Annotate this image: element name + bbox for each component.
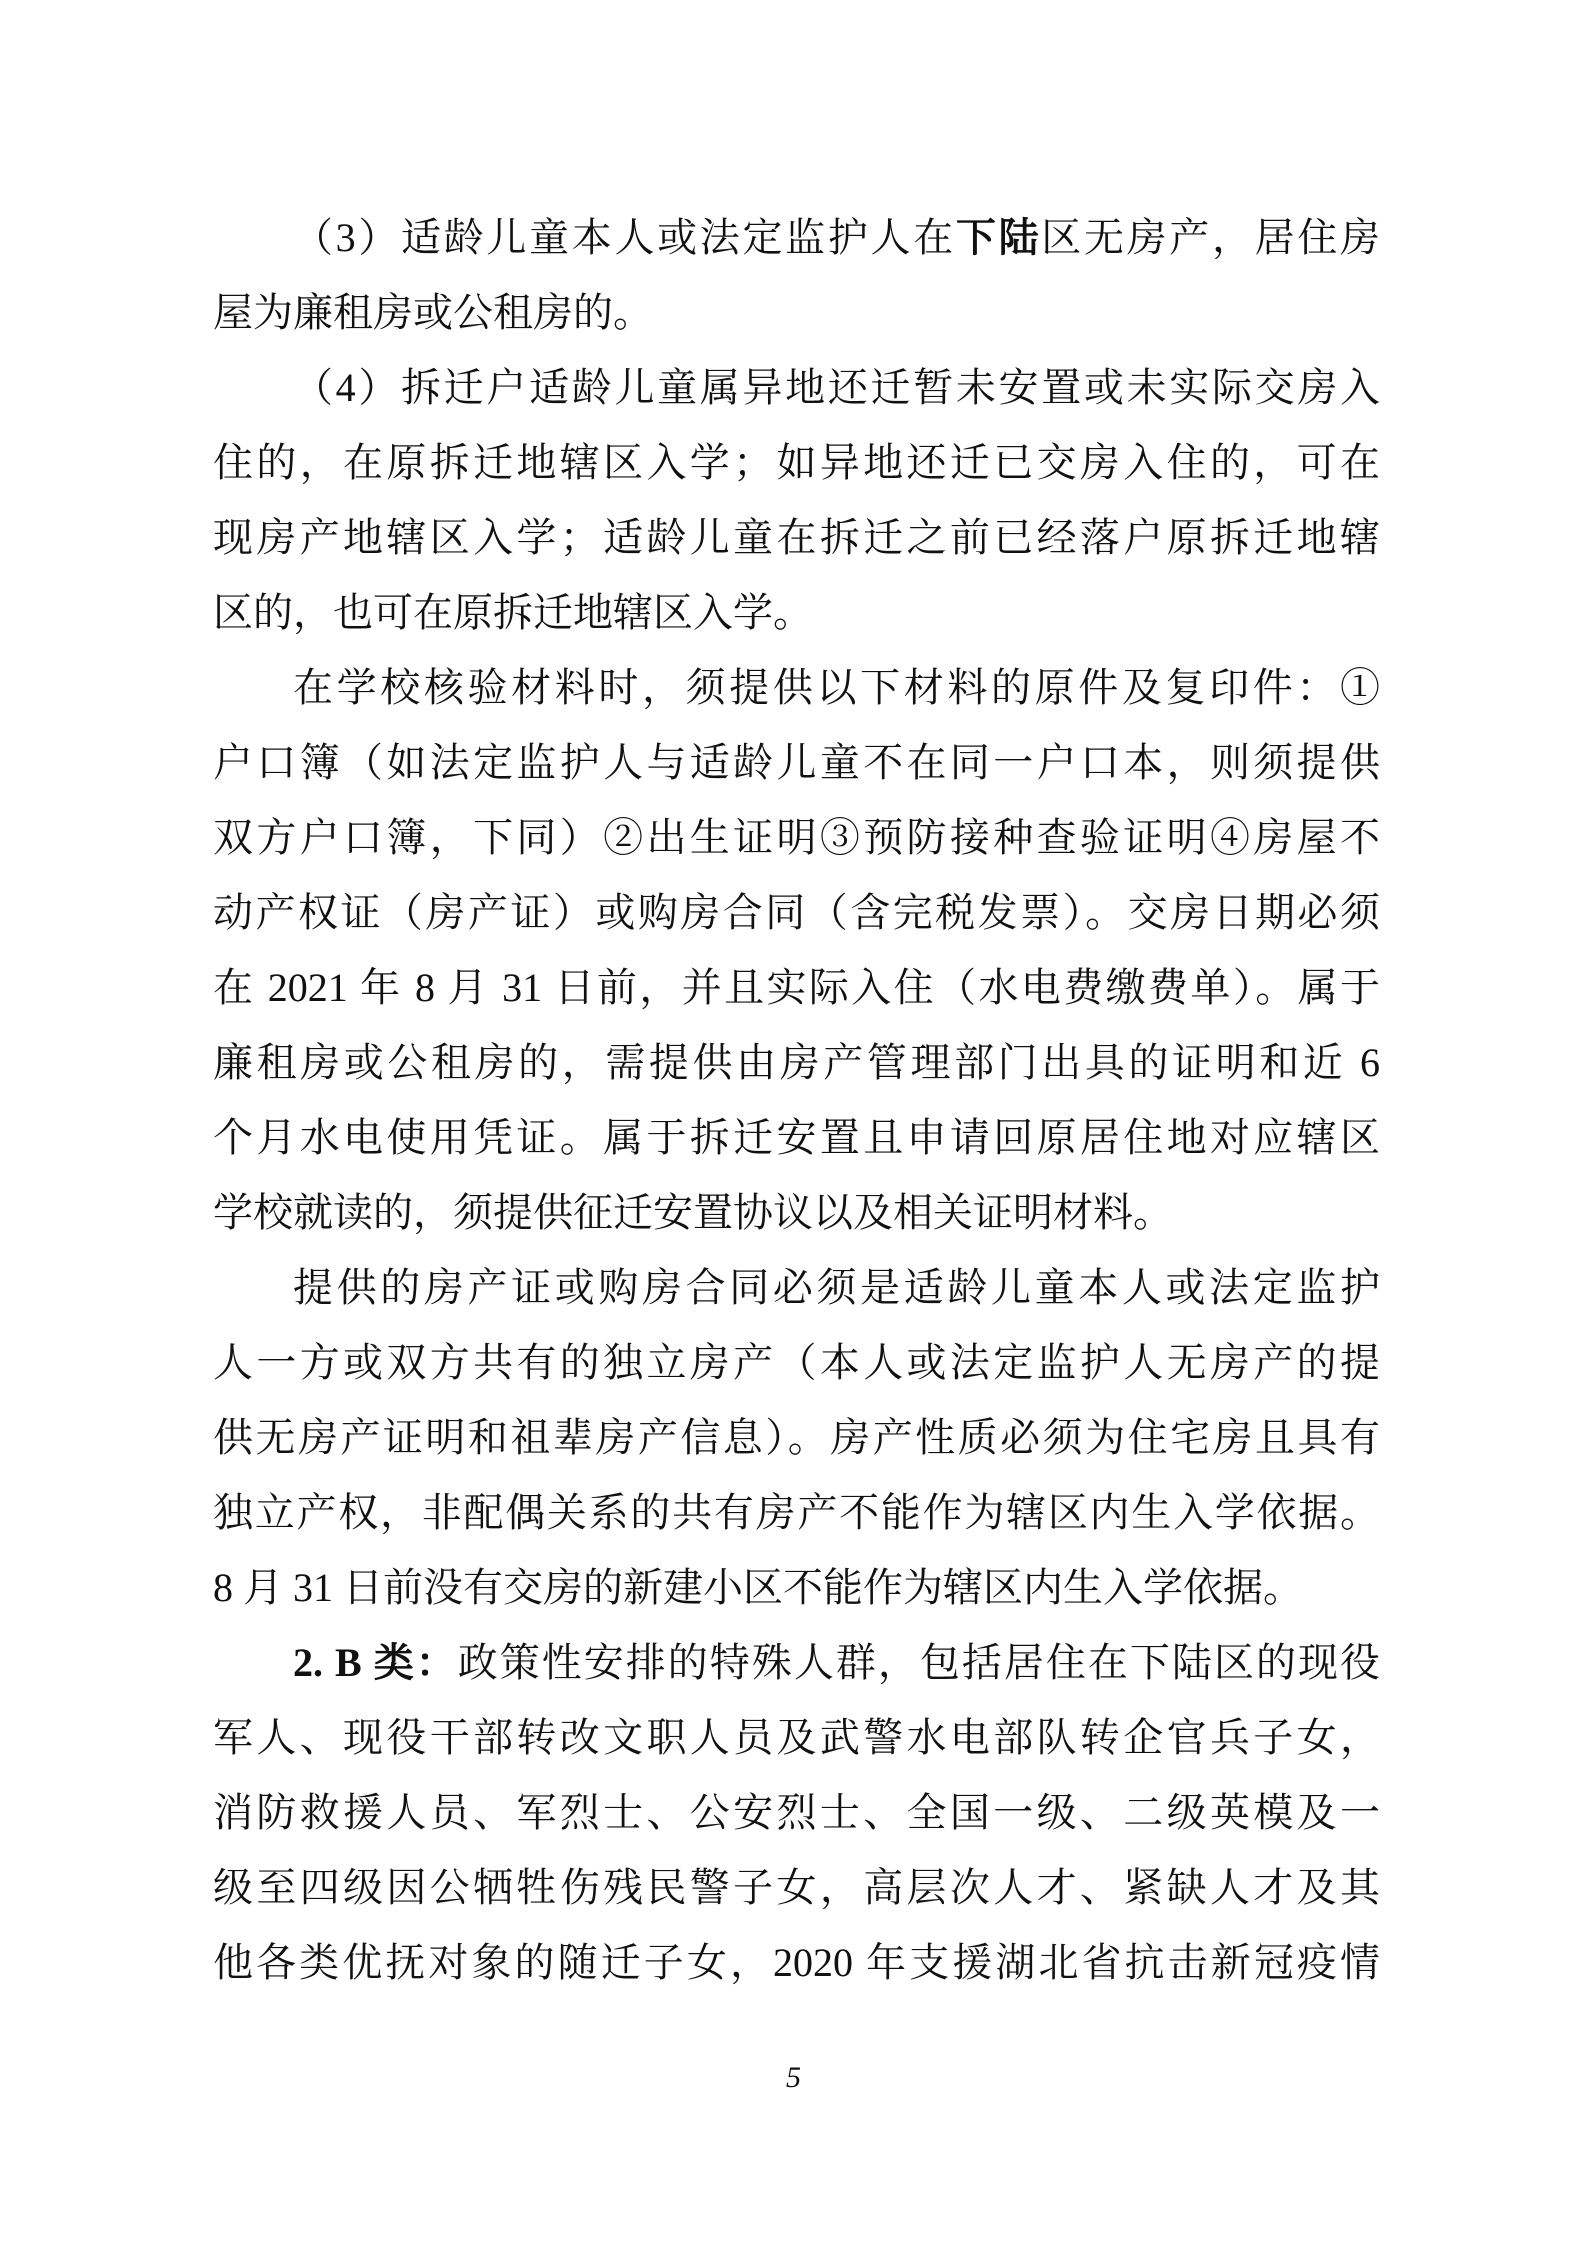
section-heading: 2. B 类： bbox=[293, 1640, 458, 1685]
text-line: 在 2021 年 8 月 31 日前，并且实际入住（水电费缴费单）。属于 bbox=[213, 965, 1380, 1010]
emphasis-run: 下陆 bbox=[955, 215, 1042, 260]
text-line: 住的，在原拆迁地辖区入学；如异地还迁已交房入住的，可在 bbox=[213, 440, 1380, 485]
text-line: 户口簿（如法定监护人与适龄儿童不在同一户口本，则须提供 bbox=[213, 740, 1380, 785]
text-line: 人一方或双方共有的独立房产（本人或法定监护人无房产的提 bbox=[213, 1340, 1380, 1385]
text-line: 个月水电使用凭证。属于拆迁安置且申请回原居住地对应辖区 bbox=[213, 1115, 1380, 1160]
document-body bbox=[213, 200, 1380, 2000]
text-line: 现房产地辖区入学；适龄儿童在拆迁之前已经落户原拆迁地辖 bbox=[213, 515, 1380, 560]
text-line: 独立产权，非配偶关系的共有房产不能作为辖区内生入学依据。 bbox=[213, 1490, 1380, 1535]
paragraph-item-4 bbox=[213, 350, 1380, 650]
text-line: 在学校核验材料时，须提供以下材料的原件及复印件：① bbox=[293, 665, 1380, 710]
text-line: 学校就读的，须提供征迁安置协议以及相关证明材料。 bbox=[213, 1190, 1173, 1235]
text-line: 消防救援人员、军烈士、公安烈士、全国一级、二级英模及一 bbox=[213, 1790, 1380, 1835]
paragraph-category-b bbox=[213, 1625, 1380, 2000]
text-line: （4）拆迁户适龄儿童属异地还迁暂未安置或未实际交房入 bbox=[293, 365, 1380, 410]
paragraph-property-requirements bbox=[213, 1250, 1380, 1625]
text-run: （3）适龄儿童本人或法定监护人在 bbox=[293, 215, 956, 260]
paragraph-item-3 bbox=[213, 200, 1380, 350]
text-line bbox=[213, 1625, 1380, 1700]
text-line: 区的，也可在原拆迁地辖区入学。 bbox=[213, 590, 813, 635]
text-run: 政策性安排的特殊人群，包括居住在下陆区的现役 bbox=[457, 1640, 1380, 1685]
text-line: 供无房产证明和祖辈房产信息）。房产性质必须为住宅房且具有 bbox=[213, 1415, 1380, 1460]
text-line: 提供的房产证或购房合同必须是适龄儿童本人或法定监护 bbox=[293, 1265, 1380, 1310]
text-line: 他各类优抚对象的随迁子女，2020 年支援湖北省抗击新冠疫情 bbox=[213, 1940, 1380, 1985]
text-line: 级至四级因公牺牲伤残民警子女，高层次人才、紧缺人才及其 bbox=[213, 1865, 1380, 1910]
text-run: 区无房产，居住房 bbox=[1041, 215, 1380, 260]
text-line bbox=[213, 200, 1380, 275]
text-line: 廉租房或公租房的，需提供由房产管理部门出具的证明和近 6 bbox=[213, 1040, 1380, 1085]
text-line: 双方户口簿，下同）②出生证明③预防接种查验证明④房屋不 bbox=[213, 815, 1380, 860]
text-line: 8 月 31 日前没有交房的新建小区不能作为辖区内生入学依据。 bbox=[213, 1565, 1303, 1610]
text-line: 军人、现役干部转改文职人员及武警水电部队转企官兵子女， bbox=[213, 1715, 1380, 1760]
page-number: 5 bbox=[786, 2061, 801, 2094]
text-line: 屋为廉租房或公租房的。 bbox=[213, 290, 653, 335]
paragraph-materials bbox=[213, 650, 1380, 1250]
text-line: 动产权证（房产证）或购房合同（含完税发票）。交房日期必须 bbox=[213, 890, 1380, 935]
